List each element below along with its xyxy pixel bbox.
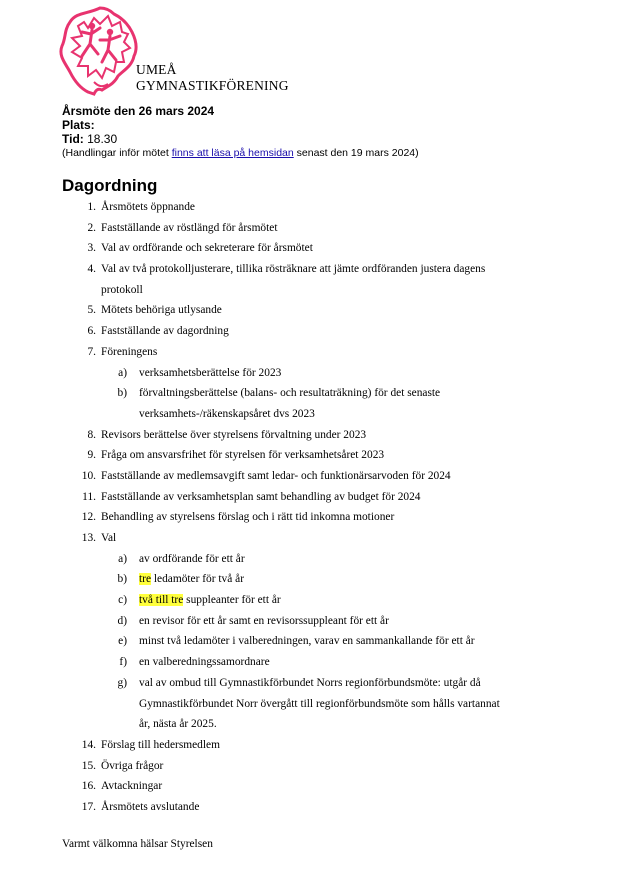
agenda-item bbox=[62, 238, 582, 259]
agenda-list bbox=[62, 197, 582, 818]
item-text: Behandling av styrelsens förslag och i rätt tid inkomna motioner bbox=[101, 511, 395, 524]
agenda-item bbox=[62, 487, 582, 508]
item-number: 8. bbox=[87, 428, 96, 441]
subitem-letter: e) bbox=[118, 635, 127, 648]
org-name-line1: UMEÅ bbox=[136, 62, 177, 77]
item-number: 12. bbox=[81, 511, 96, 524]
item-number: 17. bbox=[81, 800, 96, 813]
meeting-info bbox=[62, 104, 419, 160]
subitem-text-rest: suppleanter för ett år bbox=[183, 594, 281, 607]
agenda-subitem bbox=[62, 611, 582, 632]
item-number: 16. bbox=[81, 780, 96, 793]
subitem-text bbox=[139, 569, 244, 590]
item-text: protokoll bbox=[101, 283, 143, 296]
item-number: 9. bbox=[87, 449, 96, 462]
agenda-subitem-continued bbox=[62, 714, 582, 735]
item-number: 13. bbox=[81, 532, 96, 544]
subitem-letter: a) bbox=[118, 366, 127, 379]
item-text: Föreningens bbox=[101, 345, 158, 358]
agenda-heading: Dagordning bbox=[62, 176, 158, 195]
agenda-item bbox=[62, 466, 582, 487]
agenda-subitem-continued bbox=[62, 404, 582, 425]
subitem-letter: f) bbox=[119, 656, 127, 669]
subitem-letter: a) bbox=[118, 552, 127, 565]
agenda-subitem bbox=[62, 549, 582, 570]
subitem-text bbox=[139, 590, 281, 611]
highlighted-text: tre bbox=[139, 573, 152, 586]
item-number: 7. bbox=[87, 345, 96, 358]
agenda-item bbox=[62, 259, 582, 280]
documents-note-prefix: (Handlingar inför mötet bbox=[62, 147, 172, 159]
agenda-item bbox=[62, 321, 582, 342]
subitem-text: en valberedningssamordnare bbox=[139, 656, 270, 669]
item-text: Fastställande av röstlängd för årsmötet bbox=[101, 221, 278, 234]
agenda-item bbox=[62, 342, 582, 363]
time-value: 18.30 bbox=[87, 132, 118, 146]
subitem-text: verksamhets-/räkenskapsåret dvs 2023 bbox=[139, 407, 315, 420]
agenda-item-continued bbox=[62, 280, 582, 301]
agenda-subitem bbox=[62, 590, 582, 611]
agenda-subitem bbox=[62, 569, 582, 590]
subitem-letter: b) bbox=[117, 573, 127, 586]
agenda-subitem-continued bbox=[62, 694, 582, 715]
club-logo bbox=[58, 4, 142, 96]
item-number: 3. bbox=[87, 242, 96, 255]
subitem-text: förvaltningsberättelse (balans- och resultaträkning) för det senaste bbox=[139, 387, 441, 400]
agenda-item bbox=[62, 735, 582, 756]
agenda-item bbox=[62, 197, 582, 218]
item-number: 11. bbox=[82, 490, 96, 503]
item-number: 4. bbox=[87, 263, 96, 276]
agenda-item bbox=[62, 528, 582, 549]
subitem-text: år, nästa år 2025. bbox=[139, 718, 217, 731]
item-number: 14. bbox=[81, 738, 96, 751]
subitem-letter: d) bbox=[117, 614, 127, 627]
subitem-text-rest: ledamöter för två år bbox=[151, 573, 244, 586]
agenda-item bbox=[62, 445, 582, 466]
item-number: 6. bbox=[87, 325, 96, 338]
place-label: Plats: bbox=[62, 118, 95, 132]
subitem-text: minst två ledamöter i valberedningen, varav en sammankallande för ett år bbox=[139, 635, 475, 648]
item-text: Årsmötets öppnande bbox=[101, 201, 195, 213]
agenda-item bbox=[62, 300, 582, 321]
subitem-letter: g) bbox=[117, 676, 127, 689]
org-name-line2: GYMNASTIKFÖRENING bbox=[136, 78, 289, 93]
subitem-text: Gymnastikförbundet Norr övergått till regionförbundsmöte som hålls vartannat bbox=[139, 697, 500, 710]
agenda-item bbox=[62, 218, 582, 239]
agenda-subitem bbox=[62, 363, 582, 384]
item-number: 15. bbox=[81, 759, 96, 772]
meeting-title: Årsmöte den 26 mars 2024 bbox=[62, 104, 215, 118]
item-text: Mötets behöriga utlysande bbox=[101, 304, 222, 317]
item-text: Fastställande av dagordning bbox=[101, 325, 229, 338]
highlighted-text: två till tre bbox=[139, 594, 184, 607]
agenda-subitem bbox=[62, 383, 582, 404]
item-text: Avtackningar bbox=[101, 780, 163, 793]
agenda-subitem bbox=[62, 631, 582, 652]
agenda-item bbox=[62, 776, 582, 797]
item-number: 1. bbox=[87, 201, 96, 213]
website-link[interactable]: finns att läsa på hemsidan bbox=[171, 147, 294, 159]
time-label: Tid: bbox=[62, 132, 84, 146]
subitem-letter: b) bbox=[117, 387, 127, 400]
agenda-item bbox=[62, 756, 582, 777]
item-text: Fråga om ansvarsfrihet för styrelsen för verksamhetsåret 2023 bbox=[101, 449, 385, 462]
item-text: Fastställande av medlemsavgift samt ledar- och funktionärsarvoden för 2024 bbox=[101, 469, 451, 482]
item-number: 5. bbox=[87, 304, 96, 317]
item-text: Årsmötets avslutande bbox=[101, 800, 200, 813]
closing-greeting: Varmt välkomna hälsar Styrelsen bbox=[62, 838, 213, 850]
org-name bbox=[136, 62, 289, 94]
subitem-text: val av ombud till Gymnastikförbundet Norrs regionförbundsmöte: utgår då bbox=[139, 676, 481, 689]
item-text: Förslag till hedersmedlem bbox=[101, 738, 220, 751]
item-number: 2. bbox=[87, 221, 96, 234]
subitem-text: av ordförande för ett år bbox=[139, 552, 245, 565]
item-text: Val av två protokolljusterare, tillika rösträknare att jämte ordföranden justera dagens bbox=[101, 263, 486, 276]
subitem-text: en revisor för ett år samt en revisorssuppleant för ett år bbox=[139, 614, 389, 627]
item-number: 10. bbox=[81, 469, 96, 482]
item-text: Övriga frågor bbox=[101, 759, 164, 772]
subitem-text: verksamhetsberättelse för 2023 bbox=[139, 366, 282, 379]
documents-note-suffix: senast den 19 mars 2024) bbox=[293, 147, 419, 159]
item-text: Revisors berättelse över styrelsens förvaltning under 2023 bbox=[101, 428, 367, 441]
subitem-letter: c) bbox=[118, 594, 127, 607]
item-text: Val av ordförande och sekreterare för årsmötet bbox=[101, 242, 313, 255]
item-text: Fastställande av verksamhetsplan samt behandling av budget för 2024 bbox=[101, 490, 421, 503]
item-text: Val bbox=[101, 532, 117, 544]
agenda-subitem bbox=[62, 652, 582, 673]
agenda-item bbox=[62, 507, 582, 528]
documents-note bbox=[62, 146, 419, 160]
agenda-item bbox=[62, 425, 582, 446]
agenda-subitem bbox=[62, 673, 582, 694]
agenda-item bbox=[62, 797, 582, 818]
